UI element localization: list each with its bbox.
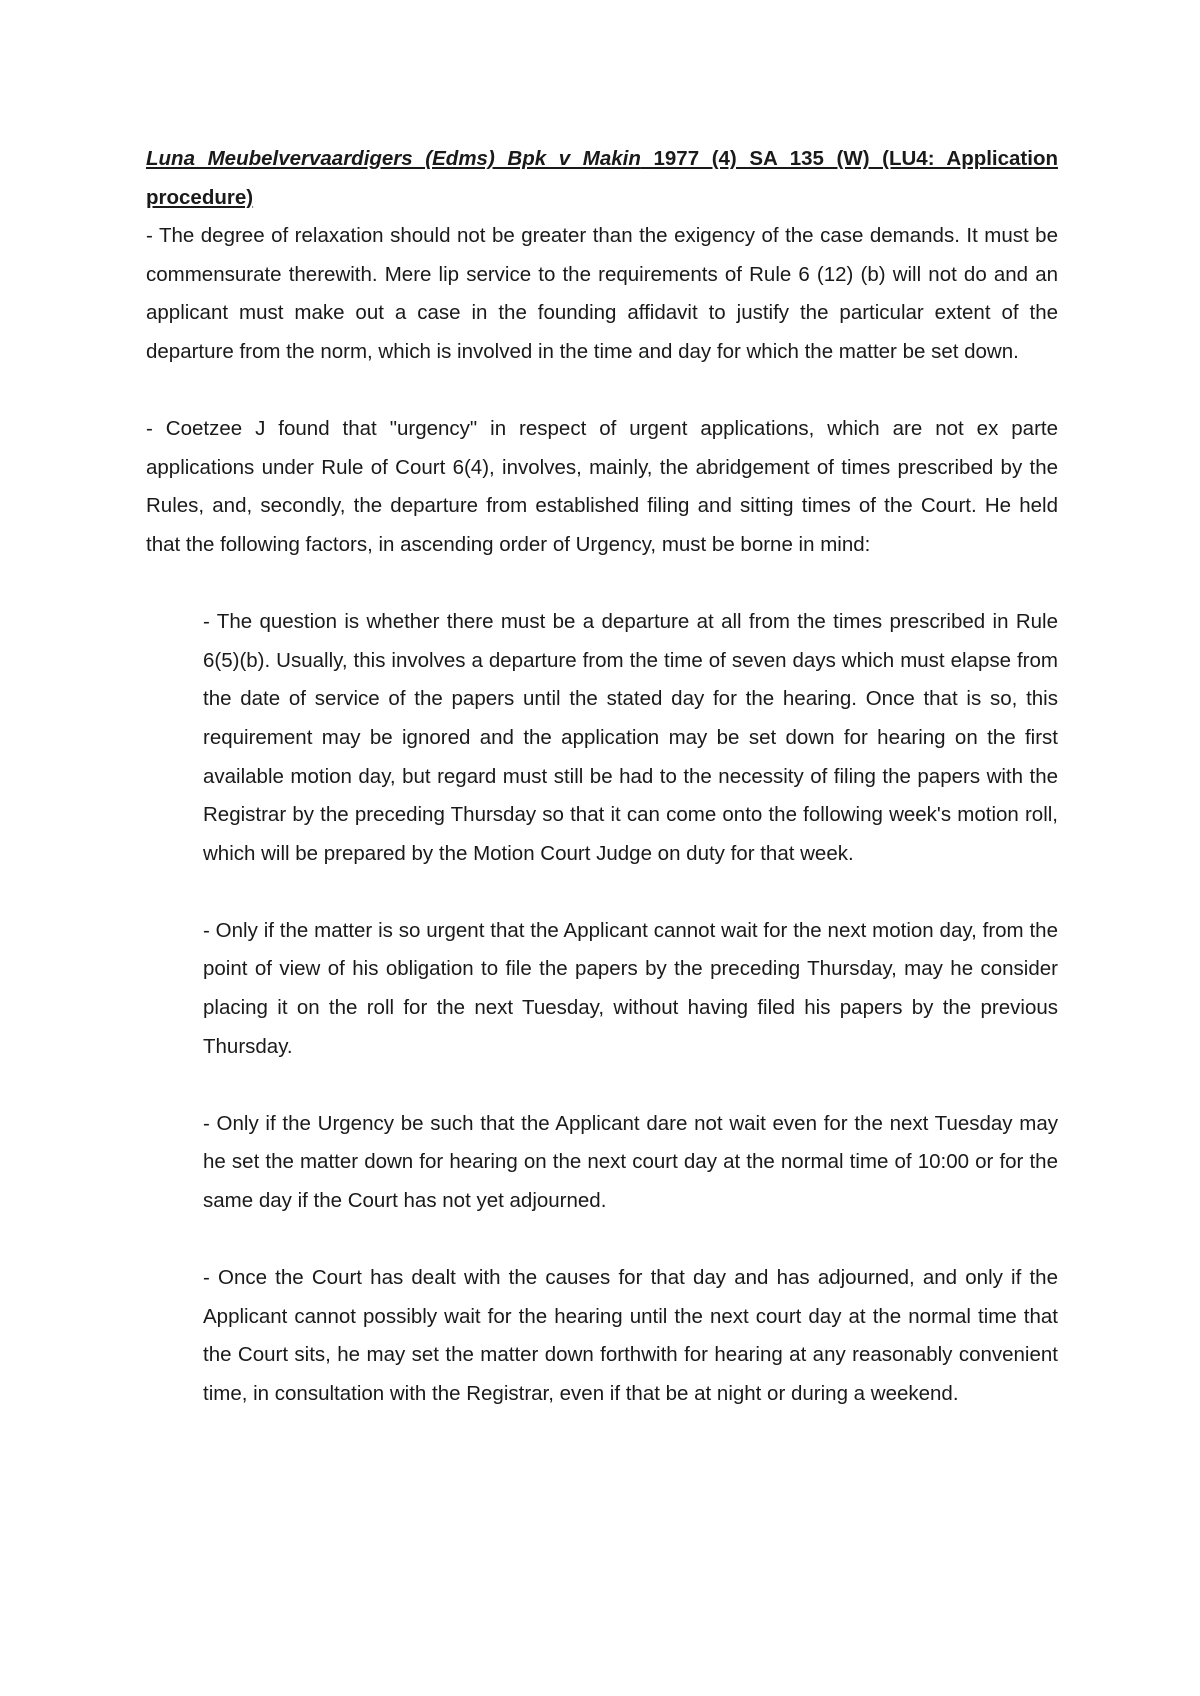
factors-list [146, 603, 1058, 1413]
paragraph-relaxation: - The degree of relaxation should not be greater than the exigency of the case demands. It must be commensurate therewith. Mere lip service to the requirements of Rule 6 (12) (b) will not do and an applicant must make out a case in the founding affidavit to justify the particular extent of the departure from the norm, which is involved in the time and day for which the matter be set down. [146, 224, 1058, 363]
case-citation: 1977 (4) SA 135 (W) (LU4: Application procedure) [146, 147, 1058, 209]
factor-item: - The question is whether there must be a departure at all from the times prescribed in Rule 6(5)(b). Usually, this involves a departure from the time of seven days which must elapse from the date of service of the papers until the stated day for the hearing. Once that is so, this requirement may be ignored and the application may be set down for hearing on the first available motion day, but regard must still be had to the necessity of filing the papers with the Registrar by the preceding Thursday so that it can come onto the following week's motion roll, which will be prepared by the Motion Court Judge on duty for that week. [203, 610, 1058, 865]
case-heading [146, 140, 1058, 217]
document-body [146, 140, 1058, 1414]
factor-item: - Only if the Urgency be such that the Applicant dare not wait even for the next Tuesday may he set the matter down for hearing on the next court day at the normal time of 10:00 or for the same day if the Court has not yet adjourned. [203, 1111, 1058, 1213]
paragraph-urgency-finding: - Coetzee J found that "urgency" in respect of urgent applications, which are not ex parte applications under Rule of Court 6(4), involves, mainly, the abridgement of times prescribed by the Rules, and, secondly, the departure from established filing and sitting times of the Court. He held that the following factors, in ascending order of Urgency, must be borne in mind: [146, 417, 1058, 556]
factor-item: - Once the Court has dealt with the causes for that day and has adjourned, and only if the Applicant cannot possibly wait for the hearing until the next court day at the normal time that the Court sits, he may set the matter down forthwith for hearing at any reasonably convenient time, in consultation with the Registrar, even if that be at night or during a weekend. [203, 1266, 1058, 1405]
case-name: Luna Meubelvervaardigers (Edms) Bpk v Makin [146, 147, 641, 170]
factor-item: - Only if the matter is so urgent that the Applicant cannot wait for the next motion day, from the point of view of his obligation to file the papers by the preceding Thursday, may he consider placing it on the roll for the next Tuesday, without having filed his papers by the previous Thursday. [203, 918, 1058, 1058]
